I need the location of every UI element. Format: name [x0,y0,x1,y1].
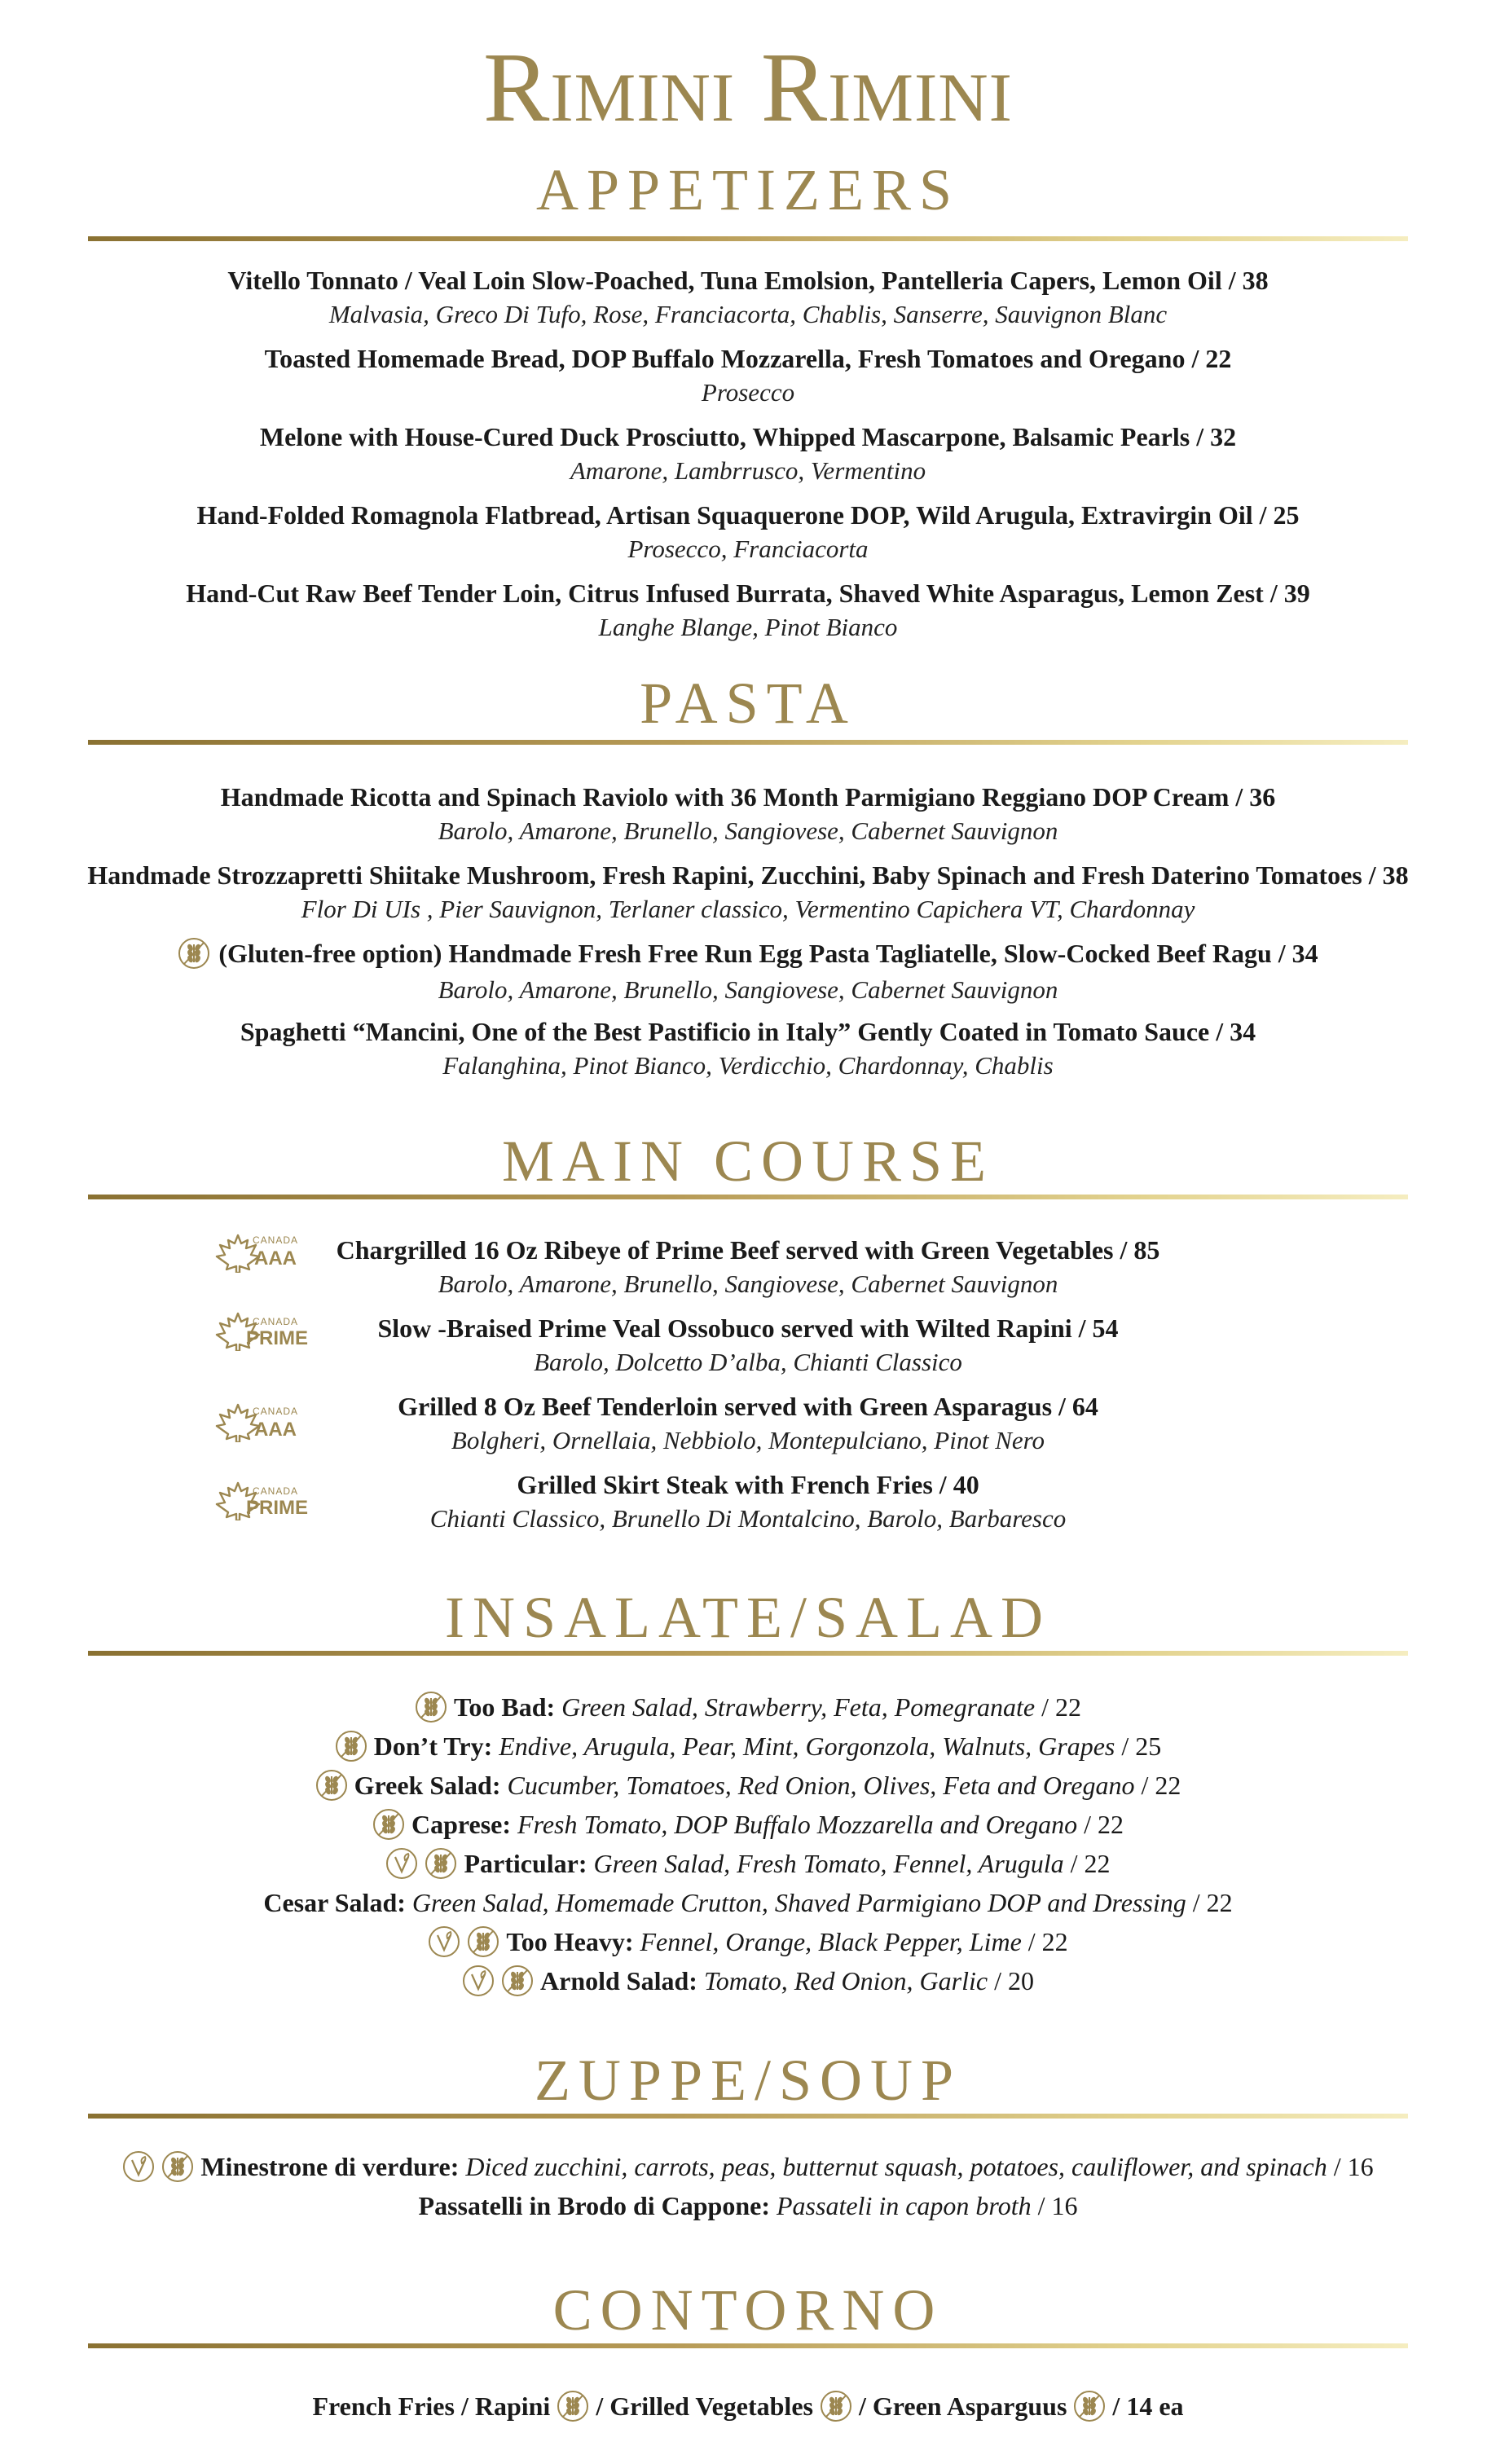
salad-item [0,1845,1496,1882]
section-title-pasta: PASTA [640,671,856,736]
gluten-free-icon [335,1730,367,1762]
salad-description: Fennel, Orange, Black Pepper, Lime [640,1927,1022,1956]
salad-name: Particular: [464,1849,587,1878]
menu-item [0,935,1496,1006]
wine-pairing: Barolo, Amarone, Brunello, Sangiovese, Cabernet Sauvignon [438,1269,1058,1298]
svg-text:AAA: AAA [254,1247,297,1269]
soup-price: / 16 [1031,2191,1078,2220]
contorno-line [0,2387,1496,2425]
salad-price: / 22 [1035,1692,1082,1722]
dish-name: Melone with House-Cured Duck Prosciutto, Whipped Mascarpone, Balsamic Pearls / 32 [259,422,1237,451]
menu-item [0,419,1496,487]
menu-item [0,1467,1496,1535]
soup-item [0,2187,1496,2224]
soup-name: Passatelli in Brodo di Cappone: [418,2191,770,2220]
menu-item [0,262,1496,331]
salad-price: / 22 [1021,1927,1068,1956]
wine-pairing: Prosecco [701,378,795,407]
svg-text:CANADA: CANADA [253,1234,299,1246]
dish-name: Grilled Skirt Steak with French Fries / 40 [517,1470,979,1499]
wine-pairing: Falanghina, Pinot Bianco, Verdicchio, Chardonnay, Chablis [442,1051,1054,1080]
svg-text:CANADA: CANADA [253,1316,299,1327]
wine-pairing: Amarone, Lambrrusco, Vermentino [570,456,926,485]
svg-text:AAA: AAA [254,1419,297,1441]
wine-pairing: Barolo, Amarone, Brunello, Sangiovese, Cabernet Sauvignon [438,816,1058,845]
section-title-main-course: MAIN COURSE [501,1129,995,1194]
dish-name: Handmade Ricotta and Spinach Raviolo with 36 Month Parmigiano Reggiano DOP Cream / 36 [220,782,1276,812]
menu-item [0,341,1496,409]
gluten-free-icon [820,2390,852,2422]
menu-item [0,1232,1496,1300]
wine-pairing: Barolo, Dolcetto D’alba, Chianti Classico [534,1348,962,1376]
dish-name: (Gluten-free option) Handmade Fresh Free Run Egg Pasta Tagliatelle, Slow-Cocked Beef Ragu / 34 [218,939,1318,968]
section-divider [88,2343,1408,2348]
dish-name: Slow -Braised Prime Veal Ossobuco served with Wilted Rapini / 54 [377,1313,1119,1343]
section-divider [88,236,1408,241]
menu-item [0,1310,1496,1379]
salad-name: Greek Salad: [354,1771,501,1800]
dish-name: Hand-Folded Romagnola Flatbread, Artisan Squaquerone DOP, Wild Arugula, Extravirgin Oil / 25 [196,500,1300,530]
wine-pairing: Flor Di UIs , Pier Sauvignon, Terlaner classico, Vermentino Capichera VT, Chardonnay [301,895,1195,923]
dish-name: Chargrilled 16 Oz Ribeye of Prime Beef served with Green Vegetables / 85 [336,1235,1160,1265]
soup-price: / 16 [1327,2152,1374,2181]
gluten-free-icon [1073,2390,1106,2422]
section-divider [88,1651,1408,1656]
section-title-soup: ZUPPE/SOUP [534,2048,962,2113]
section-divider [88,740,1408,745]
menu-item [0,497,1496,565]
dish-row [178,935,1318,971]
wine-pairing: Langhe Blange, Pinot Bianco [598,613,898,641]
salad-description: Cucumber, Tomatoes, Red Onion, Olives, Feta and Oregano [507,1771,1135,1800]
dish-name: Toasted Homemade Bread, DOP Buffalo Mozzarella, Fresh Tomatoes and Oregano / 22 [264,344,1232,373]
salad-description: Fresh Tomato, DOP Buffalo Mozzarella and Oregano [517,1810,1078,1839]
salad-name: Too Bad: [453,1692,556,1722]
vegan-icon [462,1965,495,1997]
vegan-icon [122,2150,155,2183]
salad-description: Green Salad, Homemade Crutton, Shaved Parmigiano DOP and Dressing [411,1888,1186,1917]
salad-item [0,1727,1496,1765]
wine-pairing: Prosecco, Franciacorta [627,535,869,563]
section-title-appetizers: APPETIZERS [535,157,961,222]
salad-name: Don’t Try: [373,1731,493,1761]
wine-pairing: Malvasia, Greco Di Tufo, Rose, Franciacorta, Chablis, Sanserre, Sauvignon Blanc [328,300,1168,328]
section-divider [88,2114,1408,2119]
soup-description: Diced zucchini, carrots, peas, butternut squash, potatoes, cauliflower, and spinach [465,2152,1327,2181]
soup-description: Passateli in capon broth [777,2191,1032,2220]
gluten-free-icon [178,937,210,970]
salad-item [0,1688,1496,1726]
salad-price: / 22 [1063,1849,1111,1878]
salad-item [0,1806,1496,1843]
gluten-free-icon [425,1847,457,1880]
gluten-free-icon [467,1925,499,1958]
wine-pairing: Bolgheri, Ornellaia, Nebbiolo, Montepulciano, Pinot Nero [451,1426,1045,1454]
soup-item [0,2148,1496,2185]
salad-description: Endive, Arugula, Pear, Mint, Gorgonzola, Walnuts, Grapes [499,1731,1115,1761]
soup-name: Minestrone di verdure: [200,2152,460,2181]
svg-text:CANADA: CANADA [253,1406,299,1417]
salad-name: Too Heavy: [506,1927,634,1956]
gluten-free-icon [161,2150,194,2183]
gluten-free-icon [501,1965,534,1997]
contorno-item: French Fries / Rapini [312,2391,551,2421]
menu-item [0,857,1496,926]
dish-name: Vitello Tonnato / Veal Loin Slow-Poached, Tuna Emolsion, Pantelleria Capers, Lemon Oil / 38 [227,266,1269,295]
salad-item [0,1962,1496,2000]
vegan-icon [428,1925,460,1958]
salad-price: / 22 [1186,1888,1233,1917]
gluten-free-icon [557,2390,589,2422]
dish-name: Handmade Strozzapretti Shiitake Mushroom, Fresh Rapini, Zucchini, Baby Spinach and Fresh Daterino Tomatoes / 38 [87,860,1409,890]
salad-price: / 22 [1077,1810,1124,1839]
gluten-free-icon [315,1769,348,1802]
salad-description: Green Salad, Fresh Tomato, Fennel, Arugula [593,1849,1064,1878]
contorno-item: / Grilled Vegetables [596,2391,813,2421]
salad-name: Arnold Salad: [540,1966,697,1995]
salad-description: Tomato, Red Onion, Garlic [703,1966,988,1995]
salad-name: Cesar Salad: [263,1888,406,1917]
restaurant-logo: Rimini Rimini [482,33,1013,143]
section-divider [88,1195,1408,1199]
menu-item [0,779,1496,847]
salad-description: Green Salad, Strawberry, Feta, Pomegranate [561,1692,1036,1722]
dish-name: Spaghetti “Mancini, One of the Best Pastificio in Italy” Gently Coated in Tomato Sauce / 34 [240,1017,1256,1046]
salad-item [0,1923,1496,1960]
salad-name: Caprese: [411,1810,512,1839]
salad-item [0,1767,1496,1804]
wine-pairing: Chianti Classico, Brunello Di Montalcino, Barolo, Barbaresco [429,1504,1067,1533]
section-title-salad: INSALATE/SALAD [445,1585,1051,1650]
svg-text:PRIME: PRIME [246,1497,309,1519]
salad-price: / 22 [1134,1771,1181,1800]
dish-name: Grilled 8 Oz Beef Tenderloin served with Green Asparagus / 64 [398,1392,1098,1421]
contorno-price: / 14 ea [1112,2391,1184,2421]
salad-price: / 20 [988,1966,1034,1995]
svg-text:PRIME: PRIME [246,1327,309,1349]
svg-text:CANADA: CANADA [253,1485,299,1497]
gluten-free-icon [415,1691,447,1723]
wine-pairing: Barolo, Amarone, Brunello, Sangiovese, Cabernet Sauvignon [438,975,1058,1004]
menu-item [0,1014,1496,1082]
dish-name: Hand-Cut Raw Beef Tender Loin, Citrus Infused Burrata, Shaved White Asparagus, Lemon Zest / 39 [186,579,1310,608]
vegan-icon [385,1847,418,1880]
gluten-free-icon [372,1808,405,1841]
section-title-contorno: CONTORNO [552,2277,944,2343]
salad-price: / 25 [1115,1731,1162,1761]
menu-item [0,1388,1496,1457]
salad-item [0,1884,1496,1921]
contorno-item: / Green Asparguus [858,2391,1067,2421]
menu-item [0,575,1496,644]
